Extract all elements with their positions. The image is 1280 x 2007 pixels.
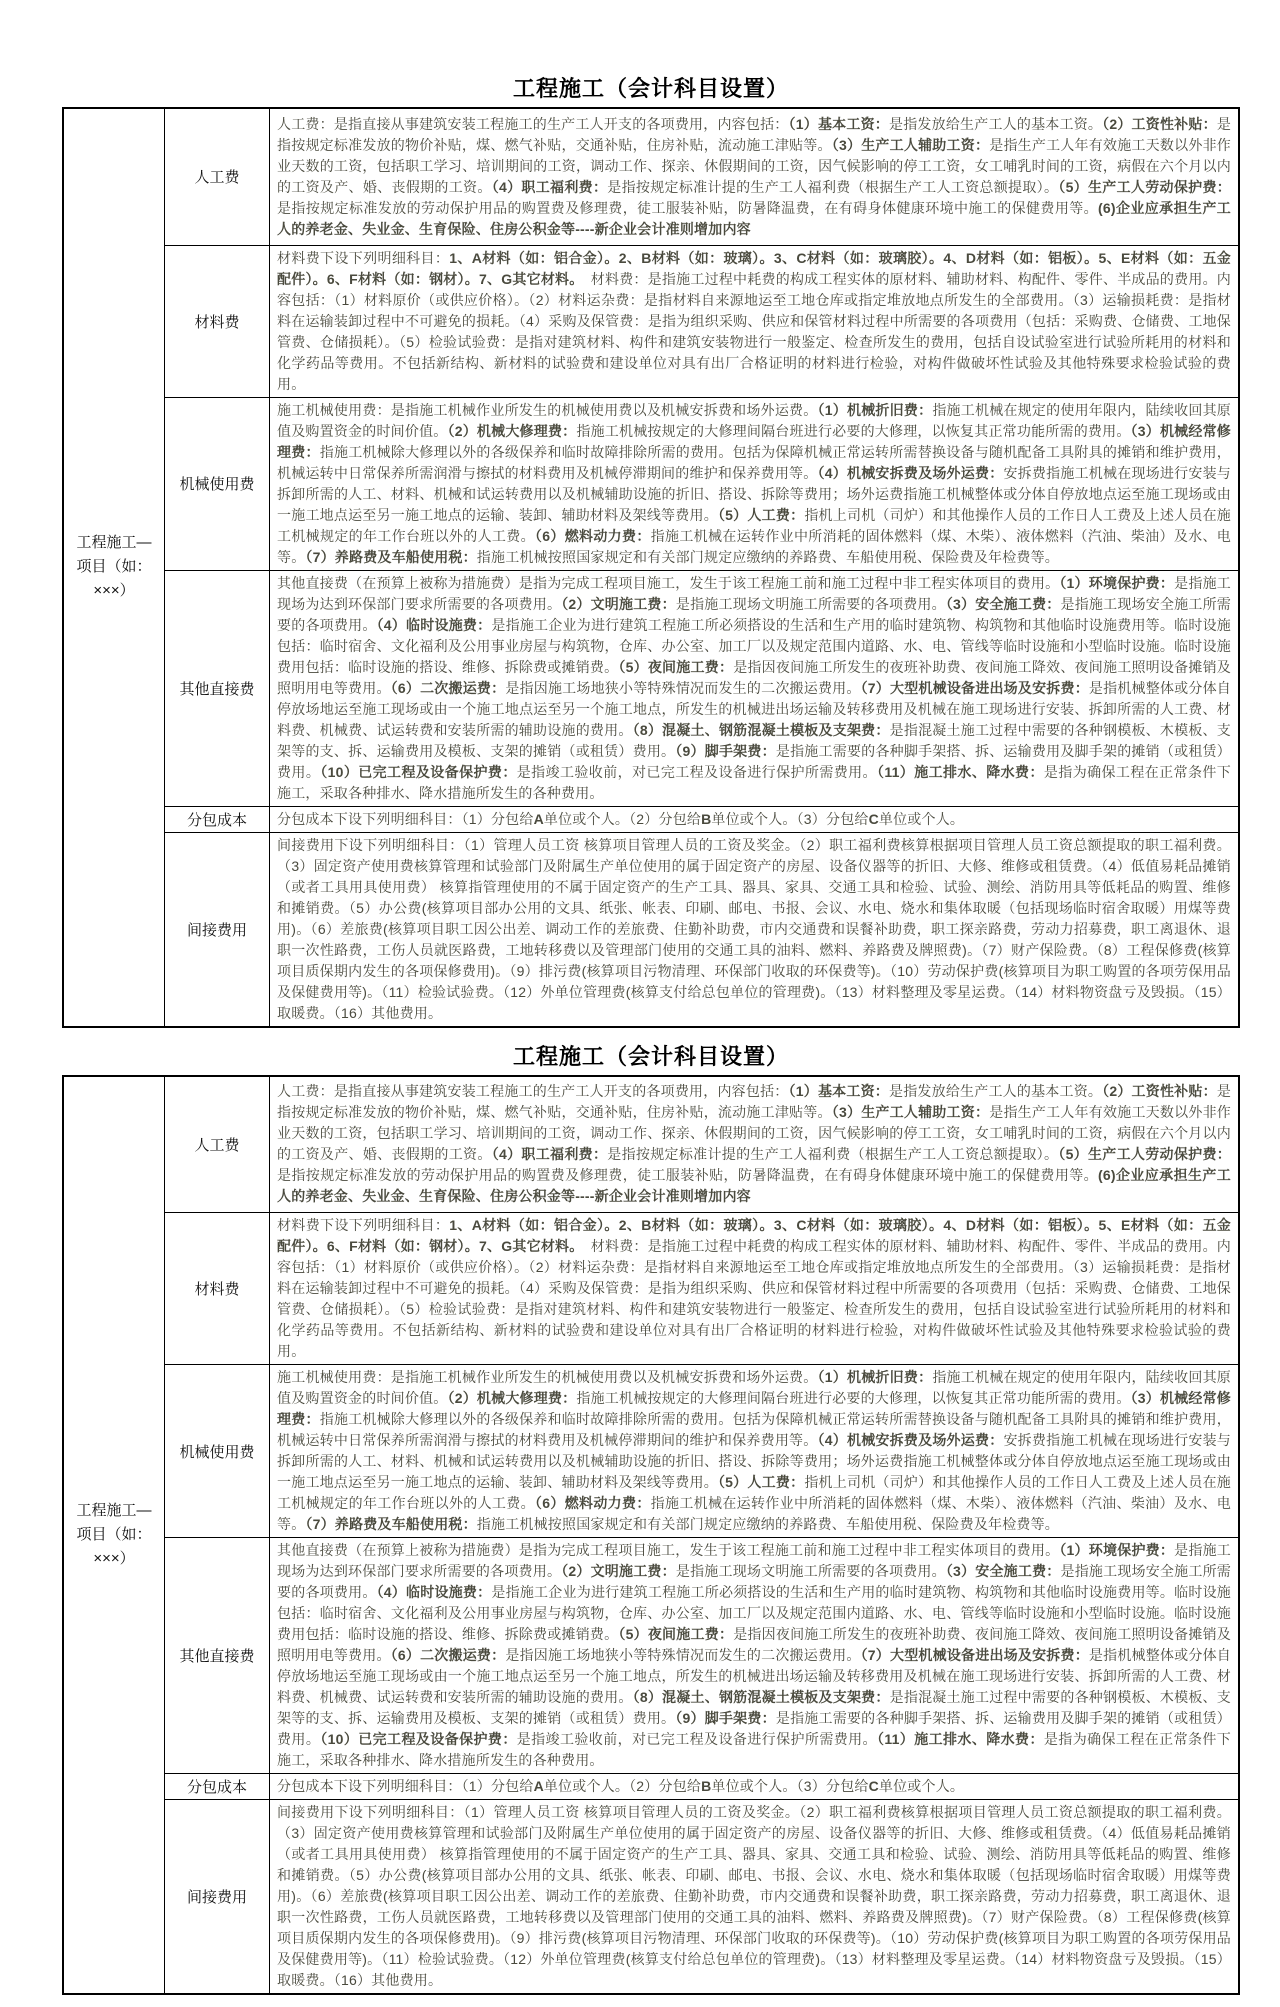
text-segment: 单位或个人。（3）分包给 [711, 1778, 869, 1794]
text-segment: 是指竣工验收前，对已完工程及设备进行保护所需费用。 [516, 1731, 877, 1747]
account-subject-table-body [63, 108, 1239, 1027]
text-segment: （2）文明施工费： [561, 595, 676, 612]
text-segment: （7）养路费及车船使用税： [305, 1516, 477, 1532]
project-cell-line: 工程施工— [76, 534, 152, 552]
page-title: 工程施工（会计科目设置） [512, 1043, 789, 1069]
text-segment: 材料费：是指施工过程中耗费的构成工程实体的原材料、辅助材料、构配件、零件、半成品的费用。内容包括：（1）材料原价（或供应价格）。（2）材料运杂费：是指材料自来源地运至工地仓库或指定堆放地点所发生的全部费用。（3）运输损耗费：是指材料在运输装卸过程中不可避免的损耗。（4）采购及保管费：是指为组织采购、供应和保管材料过程中所需要的各项费用（包括：采购费、仓储费、工地保管费、仓储损耗）。（5）检验试验费：是指对建筑材料、构件和建筑安装物进行一般鉴定、检查所发生的费用，包括自设试验室进行试验所耗用的材料和化学药品等费用。不包括新结构、新材料的试验费和建设单位对具有出厂合格证明的材料进行检验，对构件做破坏性试验及其他特殊要求检验试验的费用。 [277, 270, 1232, 392]
text-segment: 单位或个人。（3）分包给 [711, 810, 869, 827]
text-segment: 单位或个人。 [878, 1778, 965, 1794]
row-body-机械使用费 [270, 1365, 1240, 1538]
text-segment: 分包成本下设下列明细科目：（1）分包给 [277, 1778, 534, 1794]
text-segment: B [701, 1778, 712, 1794]
row-label-人工费: 人工费 [165, 108, 270, 245]
text-segment: 是指按规定标准计提的生产工人福利费（根据生产工人工资总额提取）。 [607, 1146, 1059, 1163]
text-segment: 指施工机械按照国家规定和有关部门规定应缴纳的养路费、车船使用税、保险费及年检费等。 [476, 1516, 1059, 1532]
row-body-人工费 [270, 108, 1240, 245]
text-segment: 是指施工现场文明施工所需要的各项费用。 [675, 1563, 946, 1579]
text-segment: 是指因施工场地狭小等特殊情况而发生的二次搬运费用。 [505, 679, 861, 696]
project-cell [63, 108, 165, 1027]
text-segment: 是指为确保工程在正常条件下施工，采取各种排水、降水措施所发生的各种费用。 [277, 1731, 1231, 1768]
text-segment: （5）生产工人劳动保护费： [1058, 178, 1231, 195]
row-label-机械使用费: 机械使用费 [165, 1365, 270, 1538]
text-segment: （3）生产工人辅助工资： [831, 1104, 990, 1121]
account-subject-table-body [63, 1076, 1239, 1995]
text-segment: （6）燃料动力费： [534, 1495, 651, 1511]
text-segment: （9）脚手架费： [675, 742, 776, 759]
row-label-间接费用: 间接费用 [165, 832, 270, 1027]
text-segment: 单位或个人。（2）分包给 [543, 810, 702, 827]
text-segment: 是指生产工人年有效施工天数以外非作业天数的工资，包括职工学习、培训期间的工资，调动工作、探亲、休假期间的工资，因气候影响的停工工资，女工哺乳时间的工资，病假在六个月以内的工资及产、婚、丧假期的工资。 [277, 1104, 1231, 1163]
table-row [63, 1076, 1239, 1213]
text-segment: （1）基本工资： [788, 1083, 889, 1100]
text-segment: 人工费：是指直接从事建筑安装工程施工的生产工人开支的各项费用，内容包括： [277, 115, 789, 132]
table-row [63, 1213, 1239, 1365]
row-body-分包成本 [270, 806, 1240, 832]
text-segment: （2）工资性补贴： [1102, 1083, 1217, 1100]
text-segment: （1）环境保护费： [1059, 574, 1175, 591]
text-segment: 指施工机械在规定的使用年限内，陆续收回其原值及购置资金的时间价值。 [277, 401, 1232, 439]
text-segment: 是指为确保工程在正常条件下施工，采取各种排水、降水措施所发生的各种费用。 [277, 763, 1231, 801]
row-label-材料费: 材料费 [165, 1213, 270, 1365]
text-segment: （4）机械安拆费及场外运费： [817, 464, 1004, 481]
text-segment: 施工机械使用费：是指施工机械作业所发生的机械使用费以及机械安拆费和场外运费。 [277, 401, 818, 418]
text-segment: C [868, 1778, 879, 1794]
text-segment: （3）生产工人辅助工资： [831, 136, 990, 153]
text-segment: 指施工机械除大修理以外的各级保养和临时故障排除所需的费用。包括为保障机械正常运转所需替换设备与随机配备工具附具的摊销和维护费用，机械运转中日常保养所需润滑与擦拭的材料费用及机械停滞期间的维护和保养费用等。 [277, 1411, 1231, 1448]
text-segment: 指施工机械按规定的大修理间隔台班进行必要的大修理，以恢复其正常功能所需的费用。 [576, 422, 1131, 439]
text-segment: 是指施工需要的各种脚手架搭、拆、运输费用及脚手架的摊销（或租赁）费用。 [277, 742, 1231, 780]
row-body-机械使用费 [270, 397, 1240, 570]
text-segment: 是指因施工场地狭小等特殊情况而发生的二次搬运费用。 [505, 1647, 861, 1663]
text-segment: 指施工机械按规定的大修理间隔台班进行必要的大修理，以恢复其正常功能所需的费用。 [576, 1390, 1131, 1406]
text-segment: 施工机械使用费：是指施工机械作业所发生的机械使用费以及机械安拆费和场外运费。 [277, 1369, 818, 1385]
text-segment: （8）混凝土、钢筋混凝土模板及支架费： [632, 1689, 890, 1705]
table-row [63, 245, 1239, 397]
text-segment: （5）人工费： [717, 1474, 805, 1490]
text-segment: （3）安全施工费： [945, 1563, 1061, 1579]
text-segment: 是指按规定标准发放的物价补贴，煤、燃气补贴，交通补贴，住房补贴，流动施工津贴等。 [277, 1083, 1232, 1121]
table-row [63, 397, 1239, 570]
text-segment: 安拆费指施工机械在现场进行安装与拆卸所需的人工、材料、机械和试运转费用以及机械辅助设施的折旧、搭设、拆除等费用；场外运费指施工机械整体或分体自停放地点运至施工现场或由一施工地点运至另一施工地点的运输、装卸、辅助材料及架线等费用。 [277, 464, 1231, 523]
text-segment: 材料费下设下列明细科目： [277, 249, 450, 266]
text-segment: (6)企业应承担生产工人的养老金、失业金、生育保险、住房公积金等----新企业会计准则增加内容 [277, 1167, 1231, 1205]
text-segment: 指施工机械按照国家规定和有关部门规定应缴纳的养路费、车船使用税、保险费及年检费等。 [476, 548, 1059, 565]
text-segment: （2）工资性补贴： [1102, 115, 1217, 132]
text-segment: 单位或个人。（2）分包给 [543, 1778, 702, 1794]
text-segment: （2）机械大修理费： [447, 1390, 577, 1406]
text-segment: 是指发放给生产工人的基本工资。 [889, 1083, 1103, 1100]
text-segment: 是指生产工人年有效施工天数以外非作业天数的工资，包括职工学习、培训期间的工资，调动工作、探亲、休假期间的工资，因气候影响的停工工资，女工哺乳时间的工资，病假在六个月以内的工资及产、婚、丧假期的工资。 [277, 136, 1231, 195]
text-segment: 指施工机械在规定的使用年限内，陆续收回其原值及购置资金的时间价值。 [277, 1369, 1232, 1406]
text-segment: 分包成本下设下列明细科目：（1）分包给 [277, 810, 534, 827]
text-segment: (6)企业应承担生产工人的养老金、失业金、生育保险、住房公积金等----新企业会计准则增加内容 [277, 199, 1231, 237]
text-segment: 是指施工企业为进行建筑工程施工所必须搭设的生活和生产用的临时建筑物、构筑物和其他临时设施费用等。临时设施包括：临时宿舍、文化福利及公用事业房屋与构筑物，仓库、办公室、加工厂以及规定范围内道路、水、电、管线等临时设施和小型临时设施。临时设施费用包括：临时设施的搭设、维修、拆除费或摊销费。 [277, 616, 1232, 675]
row-label-材料费: 材料费 [165, 245, 270, 397]
text-segment: 是指混凝土施工过程中需要的各种钢模板、木模板、支架等的支、拆、运输费用及模板、支架的摊销（或租赁）费用。 [277, 721, 1231, 759]
text-segment: （5）人工费： [717, 506, 805, 523]
text-segment: （2）机械大修理费： [447, 422, 577, 439]
text-segment: A [533, 1778, 544, 1794]
row-label-其他直接费: 其他直接费 [165, 1538, 270, 1774]
text-segment: 是指施工现场为达到环保部门要求所需要的各项费用。 [277, 574, 1231, 612]
row-label-分包成本: 分包成本 [165, 1774, 270, 1800]
row-body-材料费 [270, 1213, 1240, 1365]
table-row [63, 1365, 1239, 1538]
table-row [63, 1800, 1239, 1995]
project-cell [63, 1076, 165, 1995]
text-segment: 是指混凝土施工过程中需要的各种钢模板、木模板、支架等的支、拆、运输费用及模板、支架的摊销（或租赁）费用。 [277, 1689, 1231, 1726]
text-segment: 单位或个人。 [878, 810, 965, 827]
text-segment: （2）文明施工费： [561, 1563, 676, 1579]
row-body-材料费 [270, 245, 1240, 397]
text-segment: 1、A材料（如：铝合金）。2、B材料（如：玻璃）。3、C材料（如：玻璃胶）。4、D材料（如：铝板）。5、E材料（如：五金配件）。6、F材料（如：钢材）。7、G其它材料。 [277, 249, 1231, 287]
text-segment: 是指发放给生产工人的基本工资。 [889, 115, 1103, 132]
text-segment: （1）机械折旧费： [817, 401, 933, 418]
text-segment: A [533, 810, 544, 827]
text-segment: （4）临时设施费： [376, 1584, 492, 1600]
account-subject-table [62, 1075, 1240, 1996]
row-label-机械使用费: 机械使用费 [165, 397, 270, 570]
text-segment: （3）机械经常修理费： [277, 422, 1231, 460]
text-segment: 安拆费指施工机械在现场进行安装与拆卸所需的人工、材料、机械和试运转费用以及机械辅助设施的折旧、搭设、拆除等费用；场外运费指施工机械整体或分体自停放地点运至施工现场或由一施工地点运至另一施工地点的运输、装卸、辅助材料及架线等费用。 [277, 1432, 1231, 1490]
row-body-人工费 [270, 1076, 1240, 1213]
text-segment: （3）安全施工费： [945, 595, 1061, 612]
text-segment: 是指施工现场安全施工所需要的各项费用。 [277, 595, 1231, 633]
text-segment: 是指按规定标准计提的生产工人福利费（根据生产工人工资总额提取）。 [607, 178, 1059, 195]
text-segment: 是指机械整体或分体自停放场地运至施工现场或由一个施工地点运至另一个施工地点，所发生的机械进出场运输及转移费用及机械在施工现场进行安装、拆卸所需的人工费、材料费、机械费、试运转费和安装所需的辅助设施的费用。 [277, 1647, 1232, 1705]
table-row [63, 806, 1239, 832]
text-segment: （4）临时设施费： [376, 616, 492, 633]
project-cell-line: 工程施工— [76, 1501, 152, 1519]
text-segment: （10）已完工程及设备保护费： [320, 763, 517, 780]
text-segment: 指施工机械在运转作业中所消耗的固体燃料（煤、木柴）、液体燃料（汽油、柴油）及水、电等。 [277, 527, 1232, 565]
text-segment: 其他直接费（在预算上被称为措施费）是指为完成工程项目施工，发生于该工程施工前和施工过程中非工程实体项目的费用。 [277, 574, 1060, 591]
text-segment: 间接费用下设下列明细科目：（1）管理人员工资 核算项目管理人员的工资及奖金。（2）职工福利费核算根据项目管理人员工资总额提取的职工福利费。（3）固定资产使用费核算管理和试验部门及附属生产单位使用的属于固定资产的房屋、设备仪器等的折旧、大修、维修或租赁费。（4）低值易耗品摊销（或者工具用具使用费） 核算指管理使用的不属于固定资产的生产工具、器具、家具、交通工具和检验、试验、测绘、消防用具等低耗品的购置、维修和摊销费。（5）办公费(核算项目部办公用的文具、纸张、帐表、印刷、邮电、书报、会议、水电、烧水和集体取暖（包括现场临时宿舍取暖）用煤等费用)。（6）差旅费(核算项目职工因公出差、调动工作的差旅费、住勤补助费，市内交通费和误餐补助费，职工探亲路费，劳动力招募费，职工离退休、退职一次性路费，工伤人员就医路费，工地转移费以及管理部门使用的交通工具的油料、燃料、养路费及牌照费)。（7）财产保险费。（8）工程保修费(核算项目质保期内发生的各项保修费用)。（9）排污费(核算项目污物清理、环保部门收取的环保费等)。（10）劳动保护费(核算项目为职工购置的各项劳保用品及保健费用等)。（11）检验试验费。（12）外单位管理费(核算支付给总包单位的管理费)。（13）材料整理及零星运费。（14）材料物资盘亏及毁损。（15）取暖费。（16）其他费用。 [277, 836, 1231, 1021]
table-row [63, 1538, 1239, 1774]
text-segment: （9）脚手架费： [675, 1710, 776, 1726]
row-body-其他直接费 [270, 570, 1240, 806]
text-segment: （5）生产工人劳动保护费： [1058, 1146, 1231, 1163]
row-body-其他直接费 [270, 1538, 1240, 1774]
text-segment: （4）职工福利费： [491, 178, 608, 195]
text-segment: （7）大型机械设备进出场及安拆费： [860, 679, 1089, 696]
text-segment: （11）施工排水、降水费： [876, 763, 1044, 780]
text-segment: 是指施工现场文明施工所需要的各项费用。 [675, 595, 946, 612]
table-row [63, 570, 1239, 806]
page-title: 工程施工（会计科目设置） [512, 76, 789, 101]
row-body-间接费用 [270, 832, 1240, 1027]
text-segment: （7）大型机械设备进出场及安拆费： [860, 1647, 1089, 1663]
text-segment: 指施工机械除大修理以外的各级保养和临时故障排除所需的费用。包括为保障机械正常运转所需替换设备与随机配备工具附具的摊销和维护费用，机械运转中日常保养所需润滑与擦拭的材料费用及机械停滞期间的维护和保养费用等。 [277, 443, 1231, 481]
text-segment: B [701, 810, 712, 827]
table-row [63, 108, 1239, 245]
text-segment: 指施工机械在运转作业中所消耗的固体燃料（煤、木柴）、液体燃料（汽油、柴油）及水、电等。 [277, 1495, 1232, 1532]
text-segment: 是指施工现场安全施工所需要的各项费用。 [277, 1563, 1231, 1600]
project-cell-line: ×××） [93, 582, 135, 600]
text-segment: 是指竣工验收前，对已完工程及设备进行保护所需费用。 [516, 763, 877, 780]
row-body-间接费用 [270, 1800, 1240, 1995]
text-segment: 指机上司机（司炉）和其他操作人员的工作日人工费及上述人员在施工机械规定的年工作台班以外的人工费。 [277, 506, 1232, 544]
text-segment: 是指按规定标准发放的物价补贴，煤、燃气补贴，交通补贴，住房补贴，流动施工津贴等。 [277, 115, 1232, 153]
text-segment: 是指机械整体或分体自停放场地运至施工现场或由一个施工地点运至另一个施工地点，所发生的机械进出场运输及转移费用及机械在施工现场进行安装、拆卸所需的人工费、材料费、机械费、试运转费和安装所需的辅助设施的费用。 [277, 679, 1232, 738]
text-segment: C [868, 810, 879, 827]
text-segment: （1）机械折旧费： [817, 1369, 933, 1385]
text-segment: （1）环境保护费： [1059, 1542, 1175, 1558]
text-segment: 其他直接费（在预算上被称为措施费）是指为完成工程项目施工，发生于该工程施工前和施工过程中非工程实体项目的费用。 [277, 1542, 1060, 1558]
table-row [63, 832, 1239, 1027]
text-segment: 1、A材料（如：铝合金）。2、B材料（如：玻璃）。3、C材料（如：玻璃胶）。4、D材料（如：铝板）。5、E材料（如：五金配件）。6、F材料（如：钢材）。7、G其它材料。 [277, 1217, 1231, 1254]
text-segment: 人工费：是指直接从事建筑安装工程施工的生产工人开支的各项费用，内容包括： [277, 1083, 789, 1100]
text-segment: 材料费：是指施工过程中耗费的构成工程实体的原材料、辅助材料、构配件、零件、半成品的费用。内容包括：（1）材料原价（或供应价格）。（2）材料运杂费：是指材料自来源地运至工地仓库或指定堆放地点所发生的全部费用。（3）运输损耗费：是指材料在运输装卸过程中不可避免的损耗。（4）采购及保管费：是指为组织采购、供应和保管材料过程中所需要的各项费用（包括：采购费、仓储费、工地保管费、仓储损耗）。（5）检验试验费：是指对建筑材料、构件和建筑安装物进行一般鉴定、检查所发生的费用，包括自设试验室进行试验所耗用的材料和化学药品等费用。不包括新结构、新材料的试验费和建设单位对具有出厂合格证明的材料进行检验，对构件做破坏性试验及其他特殊要求检验试验的费用。 [277, 1238, 1232, 1359]
text-segment: （6）燃料动力费： [534, 527, 651, 544]
text-segment: （5）夜间施工费： [618, 658, 734, 675]
text-segment: （10）已完工程及设备保护费： [320, 1731, 517, 1747]
row-label-人工费: 人工费 [165, 1076, 270, 1213]
text-segment: 材料费下设下列明细科目： [277, 1217, 450, 1233]
text-segment: 是指施工现场为达到环保部门要求所需要的各项费用。 [277, 1542, 1231, 1579]
text-segment: 是指因夜间施工所发生的夜班补助费、夜间施工降效、夜间施工照明设备摊销及照明用电等费用。 [277, 1626, 1231, 1663]
table-row [63, 1774, 1239, 1800]
row-label-其他直接费: 其他直接费 [165, 570, 270, 806]
account-subject-table [62, 107, 1240, 1028]
text-segment: （5）夜间施工费： [618, 1626, 734, 1642]
text-segment: （1）基本工资： [788, 115, 889, 132]
text-segment: 是指因夜间施工所发生的夜班补助费、夜间施工降效、夜间施工照明设备摊销及照明用电等费用。 [277, 658, 1231, 696]
text-segment: 是指按规定标准发放的劳动保护用品的购置费及修理费，徒工服装补贴，防暑降温费，在有碍身体健康环境中施工的保健费用等。 [277, 199, 1099, 216]
tables-host [62, 76, 1240, 1995]
row-label-间接费用: 间接费用 [165, 1800, 270, 1995]
row-label-分包成本: 分包成本 [165, 806, 270, 832]
row-body-分包成本 [270, 1774, 1240, 1800]
project-cell-line: 项目（如： [76, 558, 152, 576]
text-segment: 是指施工需要的各种脚手架搭、拆、运输费用及脚手架的摊销（或租赁）费用。 [277, 1710, 1231, 1747]
project-cell-line: ×××） [93, 1549, 135, 1567]
text-segment: （3）机械经常修理费： [277, 1390, 1231, 1427]
text-segment: （7）养路费及车船使用税： [305, 548, 477, 565]
text-segment: 指机上司机（司炉）和其他操作人员的工作日人工费及上述人员在施工机械规定的年工作台班以外的人工费。 [277, 1474, 1232, 1511]
text-segment: 间接费用下设下列明细科目：（1）管理人员工资 核算项目管理人员的工资及奖金。（2）职工福利费核算根据项目管理人员工资总额提取的职工福利费。（3）固定资产使用费核算管理和试验部门及附属生产单位使用的属于固定资产的房屋、设备仪器等的折旧、大修、维修或租赁费。（4）低值易耗品摊销（或者工具用具使用费） 核算指管理使用的不属于固定资产的生产工具、器具、家具、交通工具和检验、试验、测绘、消防用具等低耗品的购置、维修和摊销费。（5）办公费(核算项目部办公用的文具、纸张、帐表、印刷、邮电、书报、会议、水电、烧水和集体取暖（包括现场临时宿舍取暖）用煤等费用)。（6）差旅费(核算项目职工因公出差、调动工作的差旅费、住勤补助费，市内交通费和误餐补助费，职工探亲路费，劳动力招募费，职工离退休、退职一次性路费，工伤人员就医路费，工地转移费以及管理部门使用的交通工具的油料、燃料、养路费及牌照费)。（7）财产保险费。（8）工程保修费(核算项目质保期内发生的各项保修费用)。（9）排污费(核算项目污物清理、环保部门收取的环保费等)。（10）劳动保护费(核算项目为职工购置的各项劳保用品及保健费用等)。（11）检验试验费。（12）外单位管理费(核算支付给总包单位的管理费)。（13）材料整理及零星运费。（14）材料物资盘亏及毁损。（15）取暖费。（16）其他费用。 [277, 1804, 1231, 1988]
text-segment: （4）机械安拆费及场外运费： [817, 1432, 1004, 1448]
text-segment: （8）混凝土、钢筋混凝土模板及支架费： [632, 721, 890, 738]
text-segment: （6）二次搬运费： [390, 679, 506, 696]
project-cell-line: 项目（如： [76, 1525, 152, 1543]
text-segment: 是指按规定标准发放的劳动保护用品的购置费及修理费，徒工服装补贴，防暑降温费，在有碍身体健康环境中施工的保健费用等。 [277, 1167, 1099, 1184]
text-segment: （6）二次搬运费： [390, 1647, 506, 1663]
text-segment: 是指施工企业为进行建筑工程施工所必须搭设的生活和生产用的临时建筑物、构筑物和其他临时设施费用等。临时设施包括：临时宿舍、文化福利及公用事业房屋与构筑物，仓库、办公室、加工厂以及规定范围内道路、水、电、管线等临时设施和小型临时设施。临时设施费用包括：临时设施的搭设、维修、拆除费或摊销费。 [277, 1584, 1232, 1642]
text-segment: （11）施工排水、降水费： [876, 1731, 1044, 1747]
text-segment: （4）职工福利费： [491, 1146, 608, 1163]
